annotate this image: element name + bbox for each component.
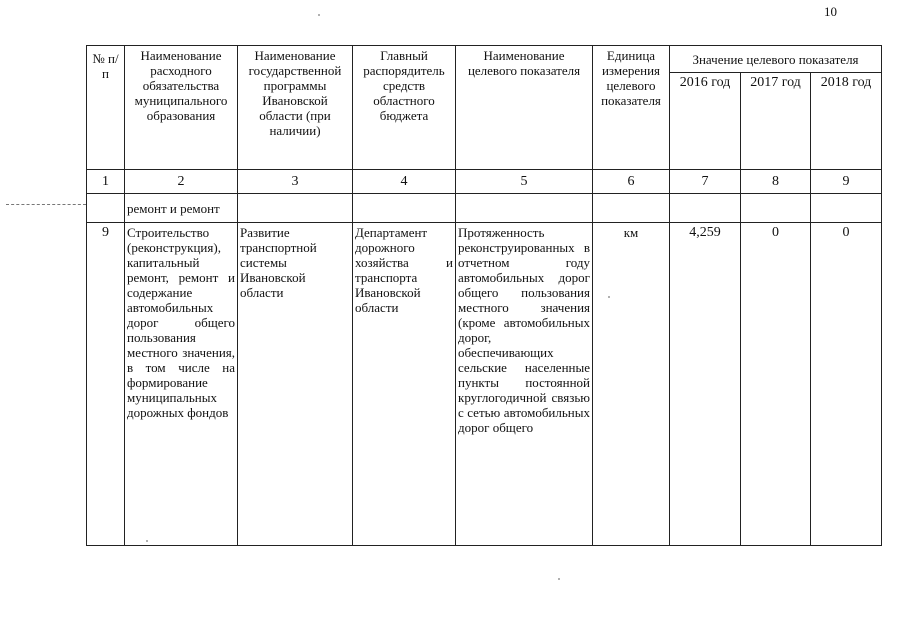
header-program: Наименование государственной программы Ивановской области (при наличии)	[238, 46, 353, 170]
column-number: 2	[125, 170, 238, 194]
column-number: 3	[238, 170, 353, 194]
header-value-group: Значение целевого показателя	[670, 46, 882, 73]
column-number: 8	[741, 170, 811, 194]
indicator-table	[86, 45, 882, 546]
column-number: 5	[456, 170, 593, 194]
column-number: 9	[811, 170, 882, 194]
table-row	[87, 223, 882, 546]
header-year-2017: 2017 год	[741, 73, 811, 170]
page-number: 10	[824, 4, 837, 19]
header-indicator: Наименование целевого показателя	[456, 46, 593, 170]
column-number-row	[87, 170, 882, 194]
header-unit: Единица измерения целевого показателя	[593, 46, 670, 170]
continuation-row	[87, 194, 882, 223]
row-obligation: Строительство (реконструкция), капитальный ремонт, ремонт и содержание автомобильных дорог общего пользования местного значения, в том числе на формирование муниципальных дорожных фондов	[125, 223, 238, 546]
row-unit: км	[593, 223, 670, 546]
row-num: 9	[87, 223, 125, 546]
row-manager: Департамент дорожного хозяйства и транспорта Ивановской области	[353, 223, 456, 546]
row-value-2018: 0	[811, 223, 882, 546]
column-number: 6	[593, 170, 670, 194]
column-number: 7	[670, 170, 741, 194]
continuation-text: ремонт и ремонт	[125, 194, 238, 223]
header-manager: Главный распорядитель средств областного бюджета	[353, 46, 456, 170]
row-value-2017: 0	[741, 223, 811, 546]
header-num: № п/п	[87, 46, 125, 170]
margin-mark	[6, 204, 86, 205]
scan-dot	[318, 14, 320, 16]
row-value-2016: 4,259	[670, 223, 741, 546]
table-header-row	[87, 46, 882, 73]
column-number: 1	[87, 170, 125, 194]
row-program: Развитие транспортной системы Ивановской области	[238, 223, 353, 546]
scan-dot	[558, 578, 560, 580]
row-indicator: Протяженность реконструированных в отчетном году автомобильных дорог общего пользования местного значения (кроме автомобильных дорог, обеспечивающих сельские населенные пункты постоянной круглогодичной связью с сетью автомобильных дорог общего	[456, 223, 593, 546]
header-obligation: Наименование расходного обязательства муниципального образования	[125, 46, 238, 170]
header-year-2018: 2018 год	[811, 73, 882, 170]
header-year-2016: 2016 год	[670, 73, 741, 170]
column-number: 4	[353, 170, 456, 194]
